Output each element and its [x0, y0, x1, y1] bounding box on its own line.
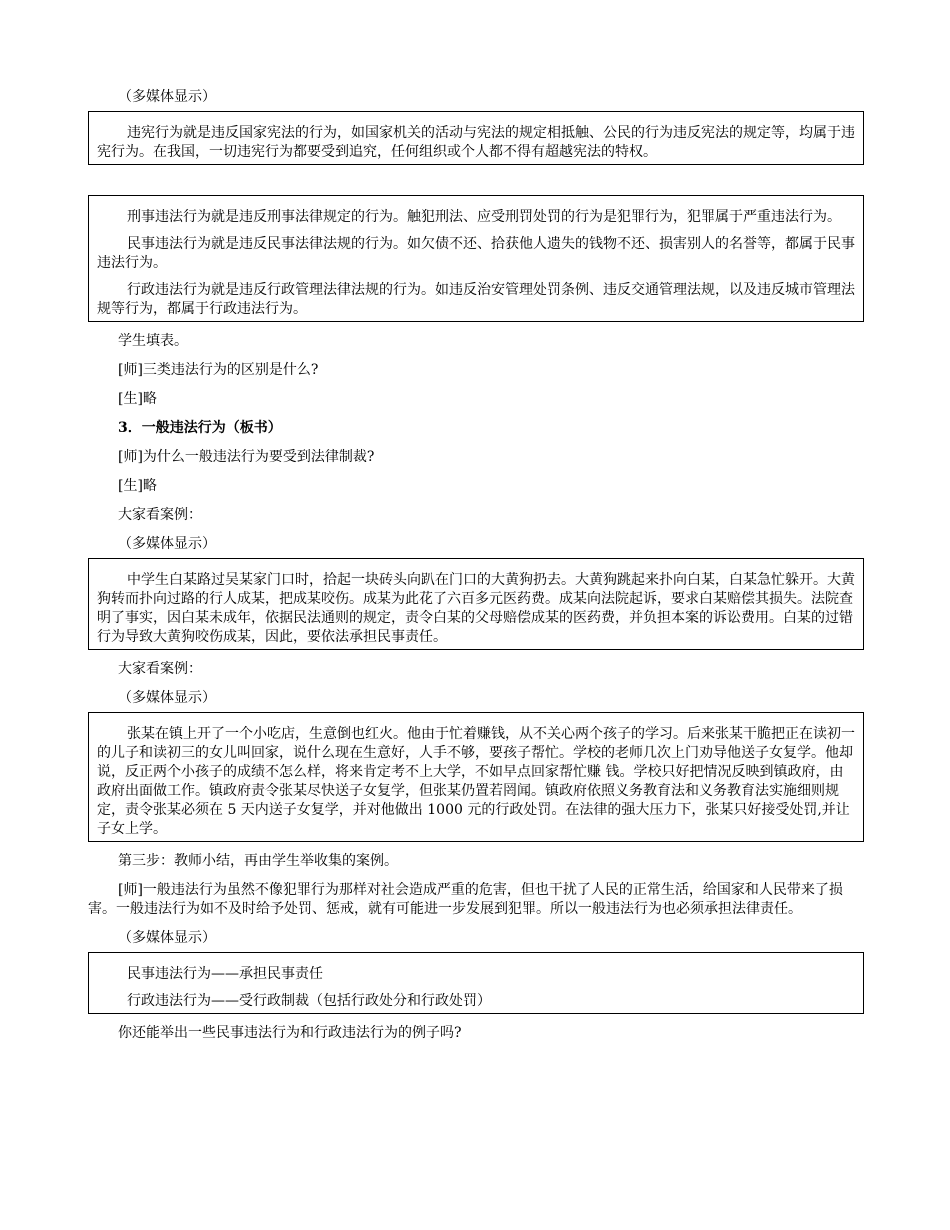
section-heading: 3．一般违法行为（板书） — [118, 420, 282, 436]
box-paragraph: 张某在镇上开了一个小吃店，生意倒也红火。他由于忙着赚钱，从不关心两个孩子的学习。后来张某干脆把正在读初一的儿子和读初三的女儿叫回家，说什么现在生意好，人手不够，要孩子帮忙。学校的老师几次上门劝导他送子女复学。他却说，反正两个小孩子的成绩不怎么样，将来肯定考不上大学，不如早点回家帮忙赚 钱。学校只好把情况反映到镇政府，由政府出面做工作。镇政府责令张某尽快送子女复学，但张某仍置若罔闻。镇政府依照义务教育法和义务教育法实施细则规定，责令张某必须在 5 天内送子女复学，并对他做出 1000 元的行政处罚。在法律的强大压力下，张某只好接受处罚,并让子女上学。 — [97, 726, 855, 837]
boxed-text — [88, 111, 864, 165]
box-paragraph: 行政违法行为——受行政制裁（包括行政处分和行政处罚） — [127, 993, 491, 1009]
box-paragraph: 中学生白某路过吴某家门口时，拾起一块砖头向趴在门口的大黄狗扔去。大黄狗跳起来扑向白某，白某急忙躲开。大黄狗转而扑向过路的行人成某，把成某咬伤。成某为此花了六百多元医药费。成某向法院起诉，要求白某赔偿其损失。法院查明了事实，因白某未成年，依据民法通则的规定，责令白某的父母赔偿成某的医药费，并负担本案的诉讼费用。白某的过错行为导致大黄狗咬伤成某，因此，要依法承担民事责任。 — [97, 572, 855, 645]
box-paragraph: 民事违法行为——承担民事责任 — [127, 966, 323, 982]
paragraph: 大家看案例： — [118, 507, 202, 523]
boxed-text — [88, 558, 864, 650]
boxed-text — [88, 712, 864, 842]
paragraph: [师]三类违法行为的区别是什么? — [118, 362, 319, 378]
multimedia-caption: （多媒体显示） — [118, 930, 216, 946]
box-paragraph: 刑事违法行为就是违反刑事法律规定的行为。触犯刑法、应受刑罚处罚的行为是犯罪行为，犯罪属于严重违法行为。 — [127, 209, 841, 225]
paragraph: 大家看案例： — [118, 661, 202, 677]
boxed-text — [88, 952, 864, 1014]
box-paragraph: 违宪行为就是违反国家宪法的行为，如国家机关的活动与宪法的规定相抵触、公民的行为违反宪法的规定等，均属于违宪行为。在我国，一切违宪行为都要受到追究，任何组织或个人都不得有超越宪法的特权。 — [97, 125, 855, 160]
paragraph: [师]一般违法行为虽然不像犯罪行为那样对社会造成严重的危害，但也干扰了人民的正常生活，给国家和人民带来了损害。一般违法行为如不及时给予处罚、惩戒，就有可能进一步发展到犯罪。所以一般违法行为也必须承担法律责任。 — [88, 882, 843, 917]
paragraph: 第三步：教师小结，再由学生举收集的案例。 — [118, 853, 398, 869]
spacer — [88, 175, 864, 195]
multimedia-caption: （多媒体显示） — [118, 536, 216, 552]
paragraph: [生]略 — [118, 478, 157, 494]
box-paragraph: 行政违法行为就是违反行政管理法律法规的行为。如违反治安管理处罚条例、违反交通管理法规，以及违反城市管理法规等行为，都属于行政违法行为。 — [97, 282, 855, 317]
document-page — [88, 88, 864, 1053]
paragraph: [师]为什么一般违法行为要受到法律制裁? — [118, 449, 375, 465]
multimedia-caption: （多媒体显示） — [118, 690, 216, 706]
paragraph: 你还能举出一些民事违法行为和行政违法行为的例子吗? — [118, 1025, 462, 1041]
box-paragraph: 民事违法行为就是违反民事法律法规的行为。如欠债不还、拾获他人遗失的钱物不还、损害别人的名誉等，都属于民事违法行为。 — [97, 236, 855, 271]
paragraph: 学生填表。 — [118, 333, 188, 349]
paragraph: [生]略 — [118, 391, 157, 407]
multimedia-caption: （多媒体显示） — [118, 89, 216, 105]
boxed-text — [88, 195, 864, 322]
